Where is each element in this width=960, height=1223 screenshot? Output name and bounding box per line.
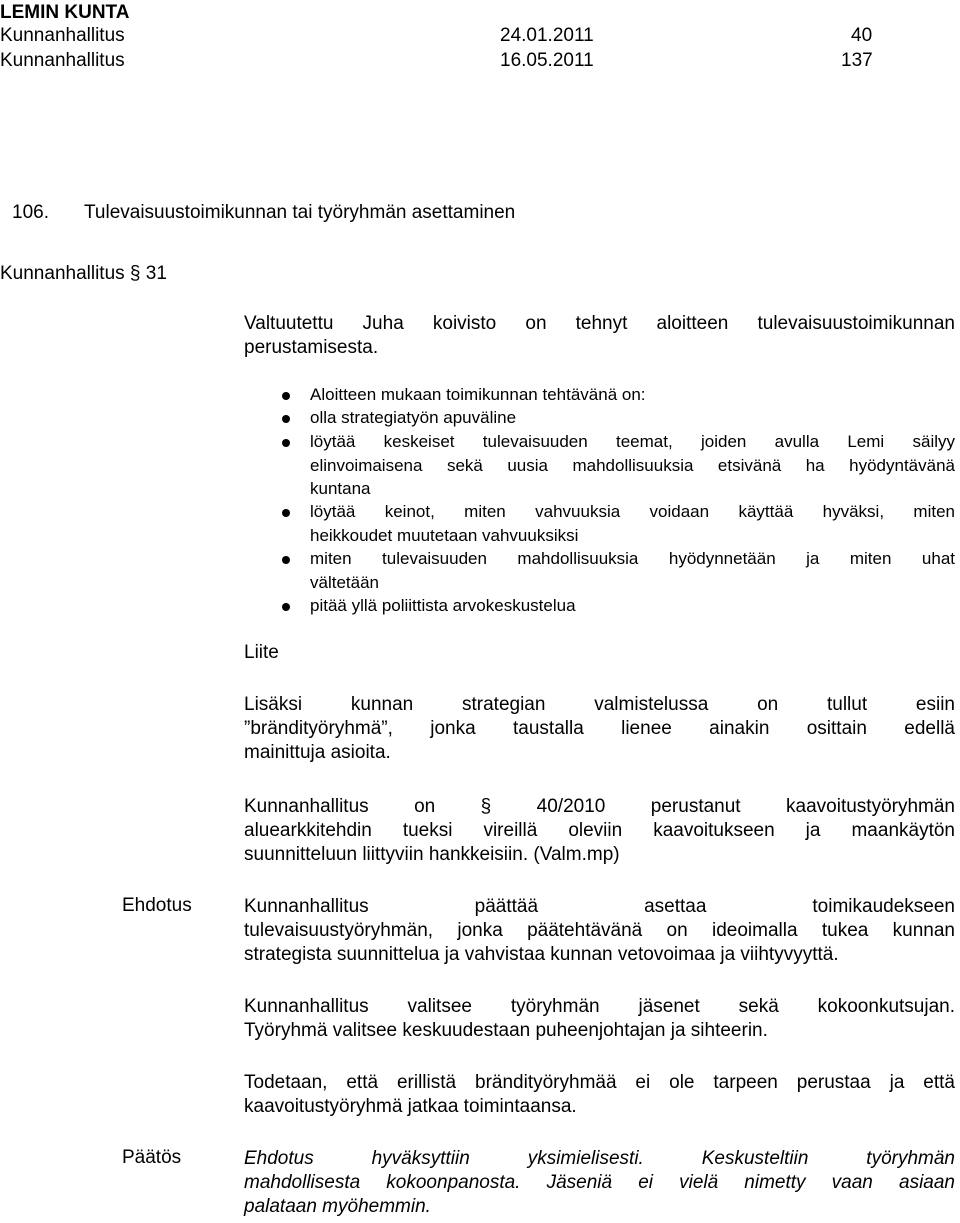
text-line: vältetään [310, 572, 379, 592]
text-line: kaavoitustyöryhmä jatkaa toimintaansa. [244, 1096, 577, 1117]
text-line: Valtuutettu Juha koivisto on tehnyt aloitteen tulevaisuustoimikunnan [244, 313, 955, 334]
text-line: aluearkkitehdin tueksi vireillä oleviin kaavoitukseen ja maankäytön [244, 820, 955, 841]
intro-paragraph [244, 312, 955, 360]
list-item [310, 500, 955, 547]
text-line: kuntana [310, 479, 371, 498]
text-line: löytää keskeiset tulevaisuuden teemat, joiden avulla Lemi säilyy [310, 432, 955, 451]
list-item [310, 594, 955, 618]
text-line: Kunnanhallitus päättää asettaa toimikaudekseen [244, 896, 955, 917]
proposal-paragraph-2 [244, 995, 955, 1043]
text-line: Kunnanhallitus on § 40/2010 perustanut kaavoitustyöryhmän [244, 796, 955, 817]
attachment-link[interactable]: Liite [244, 642, 279, 663]
text-line: Lisäksi kunnan strategian valmistelussa on tullut esiin [244, 694, 955, 715]
text-line: pitää yllä poliittista arvokeskustelua [310, 596, 576, 615]
header-page: 40 [851, 25, 873, 46]
bullet-icon [282, 603, 290, 611]
proposal-label: Ehdotus [122, 895, 192, 916]
text-line: perustamisesta. [244, 337, 379, 358]
organization-name: LEMIN KUNTA [0, 2, 130, 23]
bullet-icon [282, 415, 290, 423]
text-line: olla strategiatyön apuväline [310, 408, 517, 427]
bullet-icon [282, 509, 290, 517]
list-item [310, 383, 955, 407]
text-line: mainittuja asioita. [244, 742, 391, 763]
section-title: Tulevaisuustoimikunnan tai työryhmän asettaminen [84, 202, 516, 223]
section-number: 106. [12, 202, 49, 223]
proposal-paragraph-1 [244, 895, 955, 967]
text-line: heikkoudet muutetaan vahvuuksiksi [310, 525, 579, 545]
bullet-icon [282, 392, 290, 400]
text-line: Kunnanhallitus valitsee työryhmän jäsenet sekä kokoonkutsujan. [244, 996, 955, 1017]
meeting-reference: Kunnanhallitus § 31 [0, 263, 167, 284]
text-line: Todetaan, että erillistä brändityöryhmää ei ole tarpeen perustaa ja että [244, 1072, 955, 1093]
brand-paragraph [244, 693, 955, 765]
header-date: 24.01.2011 [500, 25, 594, 46]
zoning-paragraph [244, 795, 955, 867]
text-line: mahdollisesta kokoonpanosta. Jäseniä ei vielä nimetty vaan asiaan [244, 1172, 955, 1193]
header-row-2 [0, 50, 960, 74]
text-line: Työryhmä valitsee keskuudestaan puheenjohtajan ja sihteerin. [244, 1020, 768, 1041]
text-line: tulevaisuustyöryhmän, jonka päätehtävänä on ideoimalla tukea kunnan [244, 920, 955, 941]
bullet-icon [282, 439, 290, 447]
text-line: löytää keinot, miten vahvuuksia voidaan käyttää hyväksi, miten [310, 502, 955, 521]
text-line: suunnitteluun liittyviin hankkeisiin. (Valm.mp) [244, 844, 620, 865]
header-date: 16.05.2011 [500, 50, 594, 71]
header-row-1 [0, 25, 960, 49]
list-item [310, 406, 955, 430]
text-line: miten tulevaisuuden mahdollisuuksia hyödynnetään ja miten uhat [310, 549, 955, 568]
text-line: ”brändityöryhmä”, jonka taustalla lienee ainakin osittain edellä [244, 718, 955, 739]
list-item [310, 547, 955, 594]
list-item [310, 430, 955, 501]
proposal-paragraph-3 [244, 1071, 955, 1119]
header-page: 137 [841, 50, 873, 71]
text-line: elinvoimaisena sekä uusia mahdollisuuksia etsivänä ha hyödyntävänä [310, 455, 955, 475]
text-line: palataan myöhemmin. [244, 1196, 431, 1217]
text-line: Ehdotus hyväksyttiin yksimielisesti. Keskusteltiin työryhmän [244, 1148, 955, 1169]
text-line: Aloitteen mukaan toimikunnan tehtävänä on: [310, 385, 646, 404]
bullet-icon [282, 556, 290, 564]
decision-label: Päätös [122, 1147, 182, 1168]
decision-paragraph [244, 1147, 955, 1219]
header-body: Kunnanhallitus [0, 25, 125, 46]
header-body: Kunnanhallitus [0, 50, 125, 71]
text-line: strategista suunnittelua ja vahvistaa kunnan vetovoimaa ja viihtyvyyttä. [244, 944, 839, 965]
